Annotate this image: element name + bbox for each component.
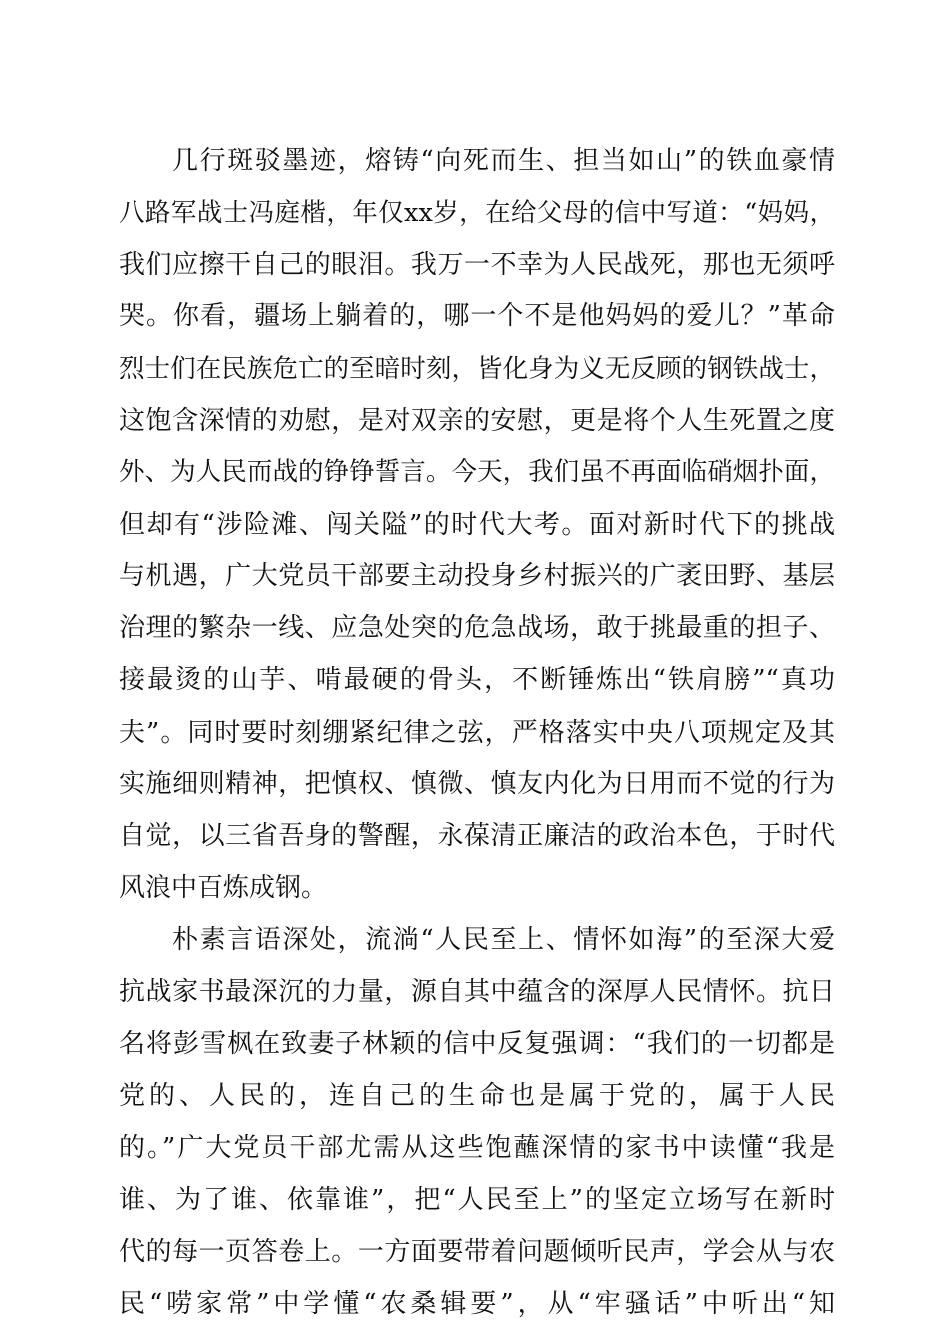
body-line: 但却有“涉险滩、闯关隘”的时代大考。面对新时代下的挑战 [119, 510, 835, 540]
body-line: 外、为人民而战的铮铮誓言。今天，我们虽不再面临硝烟扑面， [119, 457, 835, 487]
body-line: 与机遇，广大党员干部要主动投身乡村振兴的广袤田野、基层 [119, 561, 835, 591]
body-line: 实施细则精神，把慎权、慎微、慎友内化为日用而不觉的行为 [119, 769, 835, 799]
body-line: 我们应擦干自己的眼泪。我万一不幸为人民战死，那也无须呼 [119, 250, 835, 280]
body-line: 民“唠家常”中学懂“农桑辑要”，从“牢骚话”中听出“知 [119, 1289, 835, 1319]
body-line: 八路军战士冯庭楷，年仅xx岁，在给父母的信中写道：“妈妈， [119, 198, 835, 228]
body-line: 哭。你看，疆场上躺着的，哪一个不是他妈妈的爱儿？”革命 [119, 301, 835, 331]
body-line: 党的、人民的，连自己的生命也是属于党的，属于人民 [119, 1081, 835, 1111]
section-heading-2: 朴素言语深处，流淌“人民至上、情怀如海”的至深大爱 [172, 925, 835, 955]
body-line: 这饱含深情的劝慰，是对双亲的安慰，更是将个人生死置之度 [119, 406, 835, 436]
body-line: 风浪中百炼成钢。 [119, 873, 328, 903]
body-line: 抗战家书最深沉的力量，源自其中蕴含的深厚人民情怀。抗日 [119, 977, 835, 1007]
body-line: 代的每一页答卷上。一方面要带着问题倾听民声，学会从与农 [119, 1237, 835, 1267]
body-line: 谁、为了谁、依靠谁”，把“人民至上”的坚定立场写在新时 [119, 1185, 835, 1215]
body-line: 夫”。同时要时刻绷紧纪律之弦，严格落实中央八项规定及其 [119, 718, 835, 748]
body-line: 名将彭雪枫在致妻子林颖的信中反复强调：“我们的一切都是 [119, 1029, 835, 1059]
body-line: 治理的繁杂一线、应急处突的危急战场，敢于挑最重的担子、 [119, 613, 835, 643]
body-line: 烈士们在民族危亡的至暗时刻，皆化身为义无反顾的钢铁战士， [119, 354, 835, 384]
section-heading-1: 几行斑驳墨迹，熔铸“向死而生、担当如山”的铁血豪情 [172, 146, 835, 176]
body-line: 自觉，以三省吾身的警醒，永葆清正廉洁的政治本色，于时代 [119, 821, 835, 851]
body-line: 的。”广大党员干部尤需从这些饱蘸深情的家书中读懂“我是 [119, 1133, 835, 1163]
body-line: 接最烫的山芋、啃最硬的骨头，不断锤炼出“铁肩膀”“真功 [119, 665, 835, 695]
